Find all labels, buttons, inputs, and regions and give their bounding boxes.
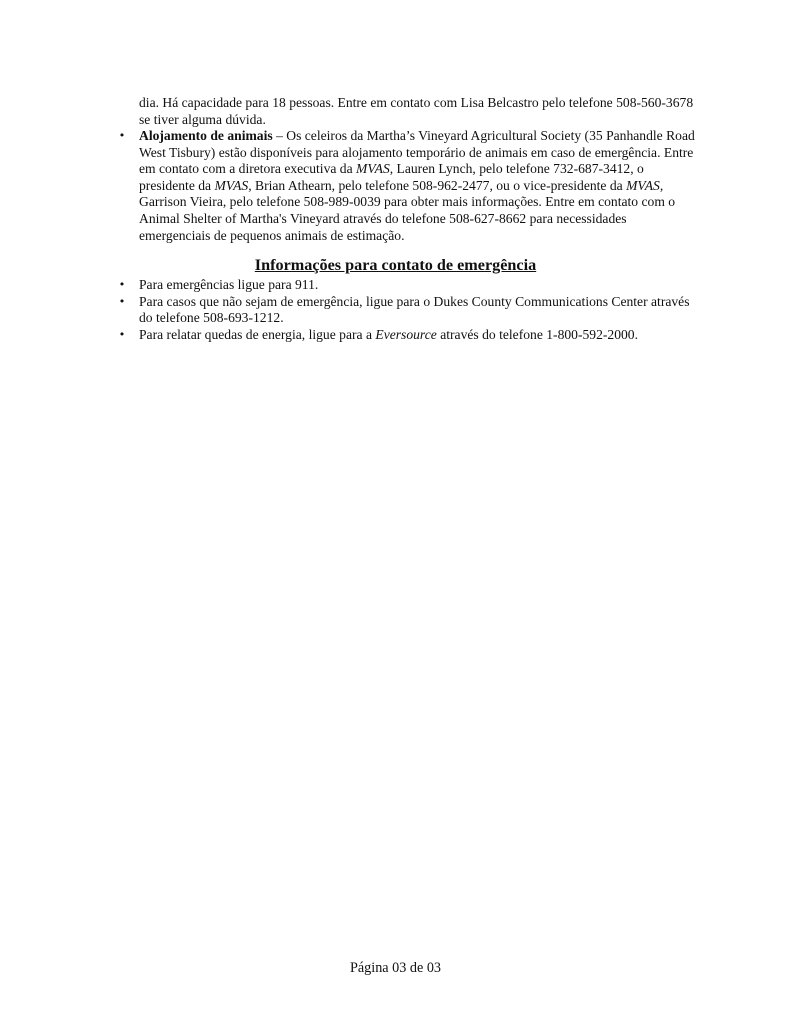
item-text: Para casos que não sejam de emergência, ligue para o Dukes County Communications Center através do telefone 508-693-1212. [139,293,690,326]
list-item-animal-shelter [118,128,699,244]
item-italic-org: MVAS [626,177,660,193]
list-item [118,293,699,327]
item-italic-company: Eversource [375,326,437,342]
item-text: , Garrison Vieira, pelo telefone 508-989-0039 para obter mais informações. Entre em contato com o Animal Shelter of Martha's Vineyard através do telefone 508-627-8662 para necessidades emergenciais de pequenos animais de estimação. [139,177,676,243]
continuation-paragraph: dia. Há capacidade para 18 pessoas. Entre em contato com Lisa Belcastro pelo telefone 508-560-3678 se tiver alguma dúvida. [139,95,694,127]
item-text: Para relatar quedas de energia, ligue para a [139,326,376,342]
item-term: Alojamento de animais [139,128,273,143]
bullet-icon: • [118,129,126,142]
bullet-icon: • [118,327,126,341]
section-heading: Informações para contato de emergência [254,256,537,274]
item-text: , Brian Athearn, pelo telefone 508-962-2477, ou o vice-presidente da [248,177,627,193]
bullet-icon: • [118,294,126,308]
item-text: através do telefone 1-800-592-2000. [436,326,638,342]
list-item [118,277,699,294]
item-separator: – [272,128,287,143]
item-text: , Lauren Lynch, pelo telefone 732-687-3412, o presidente da [139,161,644,193]
item-text: Os celeiros da Martha’s Vineyard Agricultural Society (35 Panhandle Road West Tisbury) estão disponíveis para alojamento temporário de animais em caso de emergência. Entre em contato com a diretora executiva da [139,128,695,177]
item-italic-org: MVAS [356,161,390,177]
list-item [118,326,699,344]
shelter-list [118,128,699,244]
bullet-icon: • [118,278,126,291]
item-italic-org: MVAS [214,177,249,193]
item-text: Para emergências ligue para 911. [139,277,319,292]
page-number: Página 03 de 03 [349,960,442,976]
emergency-contact-list [118,277,699,343]
